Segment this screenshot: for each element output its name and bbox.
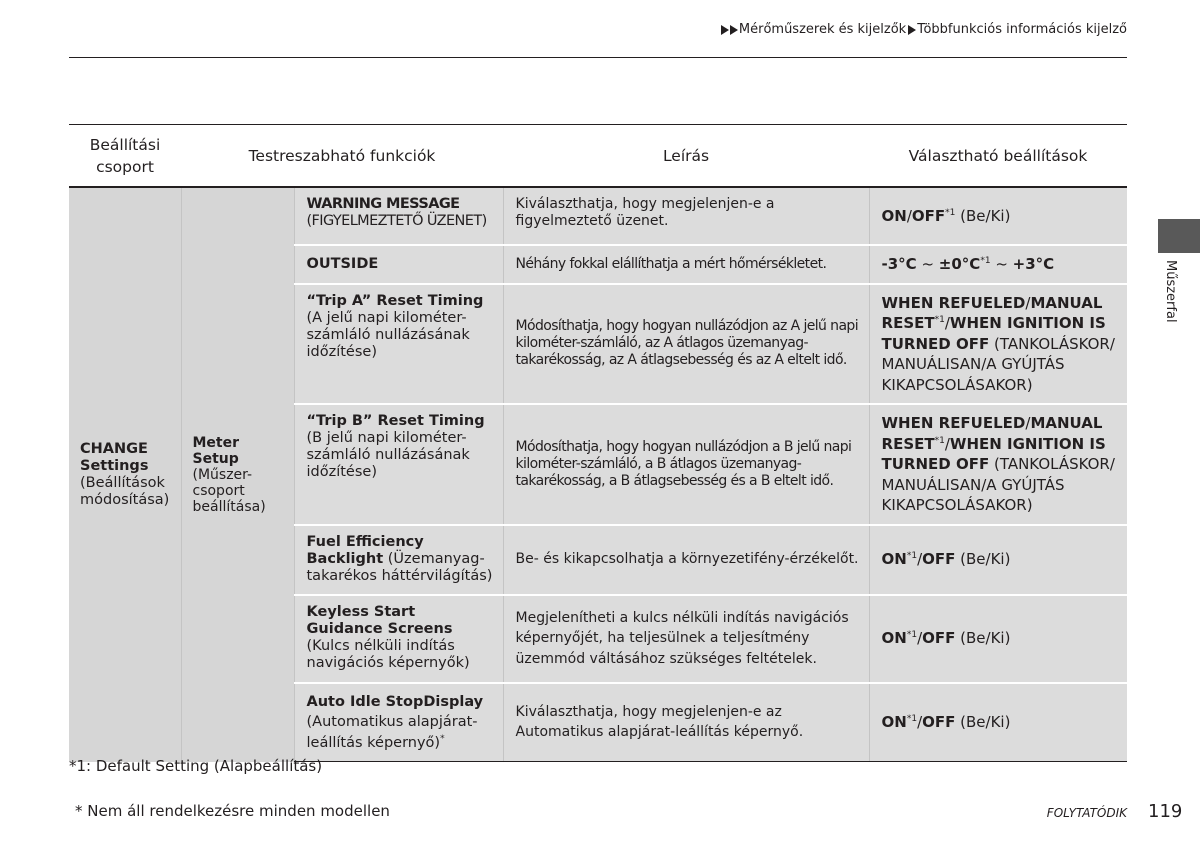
- description-cell: Kiválaszthatja, hogy megjelenjen-e a figyelmeztető üzenet.: [503, 187, 869, 245]
- table-header: [69, 125, 1127, 188]
- header-group: Beállítási csoport: [69, 125, 181, 188]
- function-cell: Keyless Start Guidance Screens (Kulcs nélküli indítás navigációs képernyők): [294, 595, 503, 683]
- options-cell: ON$^{*1}$/OFF (Be/Ki): [869, 595, 1127, 683]
- group-name: CHANGE Settings: [80, 440, 149, 474]
- group-name-hu: (Beállítások módosítása): [80, 474, 170, 508]
- arrow-icon: [721, 25, 729, 35]
- options-cell: ON$^{*1}$/OFF (Be/Ki): [869, 525, 1127, 595]
- settings-table: [69, 124, 1127, 762]
- description-cell: Kiválaszthatja, hogy megjelenjen-e az Automatikus alapjárat-leállítás képernyő.: [503, 683, 869, 762]
- page-number: 119: [1148, 801, 1183, 822]
- function-cell: OUTSIDE: [294, 245, 503, 284]
- arrow-icon: [730, 25, 738, 35]
- description-cell: Be- és kikapcsolhatja a környezetifény-érzékelőt.: [503, 525, 869, 595]
- subgroup-cell: [181, 187, 294, 762]
- header-description: Leírás: [503, 125, 869, 188]
- function-cell: “Trip B” Reset Timing (B jelű napi kilométer-számláló nullázásának időzítése): [294, 404, 503, 525]
- options-cell: ON/OFF$^{*1}$ (Be/Ki): [869, 187, 1127, 245]
- footnote-default-setting: *1: Default Setting (Alapbeállítás): [69, 757, 323, 775]
- options-cell: WHEN REFUELED/MANUAL RESET$^{*1}$/WHEN IGNITION IS TURNED OFF (TANKOLÁSKOR/ MANUÁLISAN/A GYÚJTÁS KIKAPCSOLÁSAKOR): [869, 404, 1127, 525]
- options-cell: ON$^{*1}$/OFF (Be/Ki): [869, 683, 1127, 762]
- breadcrumb-part1: Mérőműszerek és kijelzők: [738, 22, 907, 37]
- footnote-availability: * Nem áll rendelkezésre minden modellen: [75, 802, 390, 820]
- description-cell: Megjelenítheti a kulcs nélküli indítás navigációs képernyőjét, ha teljesülnek a teljesítmény üzemmód váltásához szükséges feltételek.: [503, 595, 869, 683]
- continued-label: FOLYTATÓDIK: [1046, 806, 1127, 820]
- subgroup-name: Meter Setup: [192, 434, 240, 467]
- table-row: [69, 187, 1127, 245]
- arrow-icon: [908, 25, 916, 35]
- breadcrumb: [721, 22, 1127, 37]
- function-cell: Fuel Efficiency Backlight (Üzemanyag-takarékos háttérvilágítás): [294, 525, 503, 595]
- function-cell: Auto Idle StopDisplay (Automatikus alapjárat-leállítás képernyő)*: [294, 683, 503, 762]
- header-options: Választható beállítások: [869, 125, 1127, 188]
- chapter-label: Műszerfal: [1163, 260, 1178, 323]
- function-cell: WARNING MESSAGE (FIGYELMEZTETŐ ÜZENET): [294, 187, 503, 245]
- group-cell: [69, 187, 181, 762]
- options-cell: -3°C ~ $\pm 0^\circ C^{*1}$ ~ +3°C: [869, 245, 1127, 284]
- subgroup-name-hu: (Műszer-csoport beállítása): [192, 466, 266, 515]
- chapter-tab: [1158, 219, 1200, 253]
- header-divider: [69, 57, 1127, 58]
- options-cell: WHEN REFUELED/MANUAL RESET$^{*1}$/WHEN IGNITION IS TURNED OFF (TANKOLÁSKOR/ MANUÁLISAN/A GYÚJTÁS KIKAPCSOLÁSAKOR): [869, 284, 1127, 405]
- breadcrumb-part2: Többfunkciós információs kijelző: [917, 22, 1127, 37]
- description-cell: Módosíthatja, hogy hogyan nullázódjon a B jelű napi kilométer-számláló, a B átlagos üzemanyag-takarékosság, a B átlagsebesség és a B eltelt idő.: [503, 404, 869, 525]
- header-functions: Testreszabható funkciók: [181, 125, 503, 188]
- description-cell: Néhány fokkal elállíthatja a mért hőmérsékletet.: [503, 245, 869, 284]
- function-cell: “Trip A” Reset Timing (A jelű napi kilométer-számláló nullázásának időzítése): [294, 284, 503, 405]
- description-cell: Módosíthatja, hogy hogyan nullázódjon az A jelű napi kilométer-számláló, az A átlagos üzemanyag-takarékosság, az A átlagsebesség és az A eltelt idő.: [503, 284, 869, 405]
